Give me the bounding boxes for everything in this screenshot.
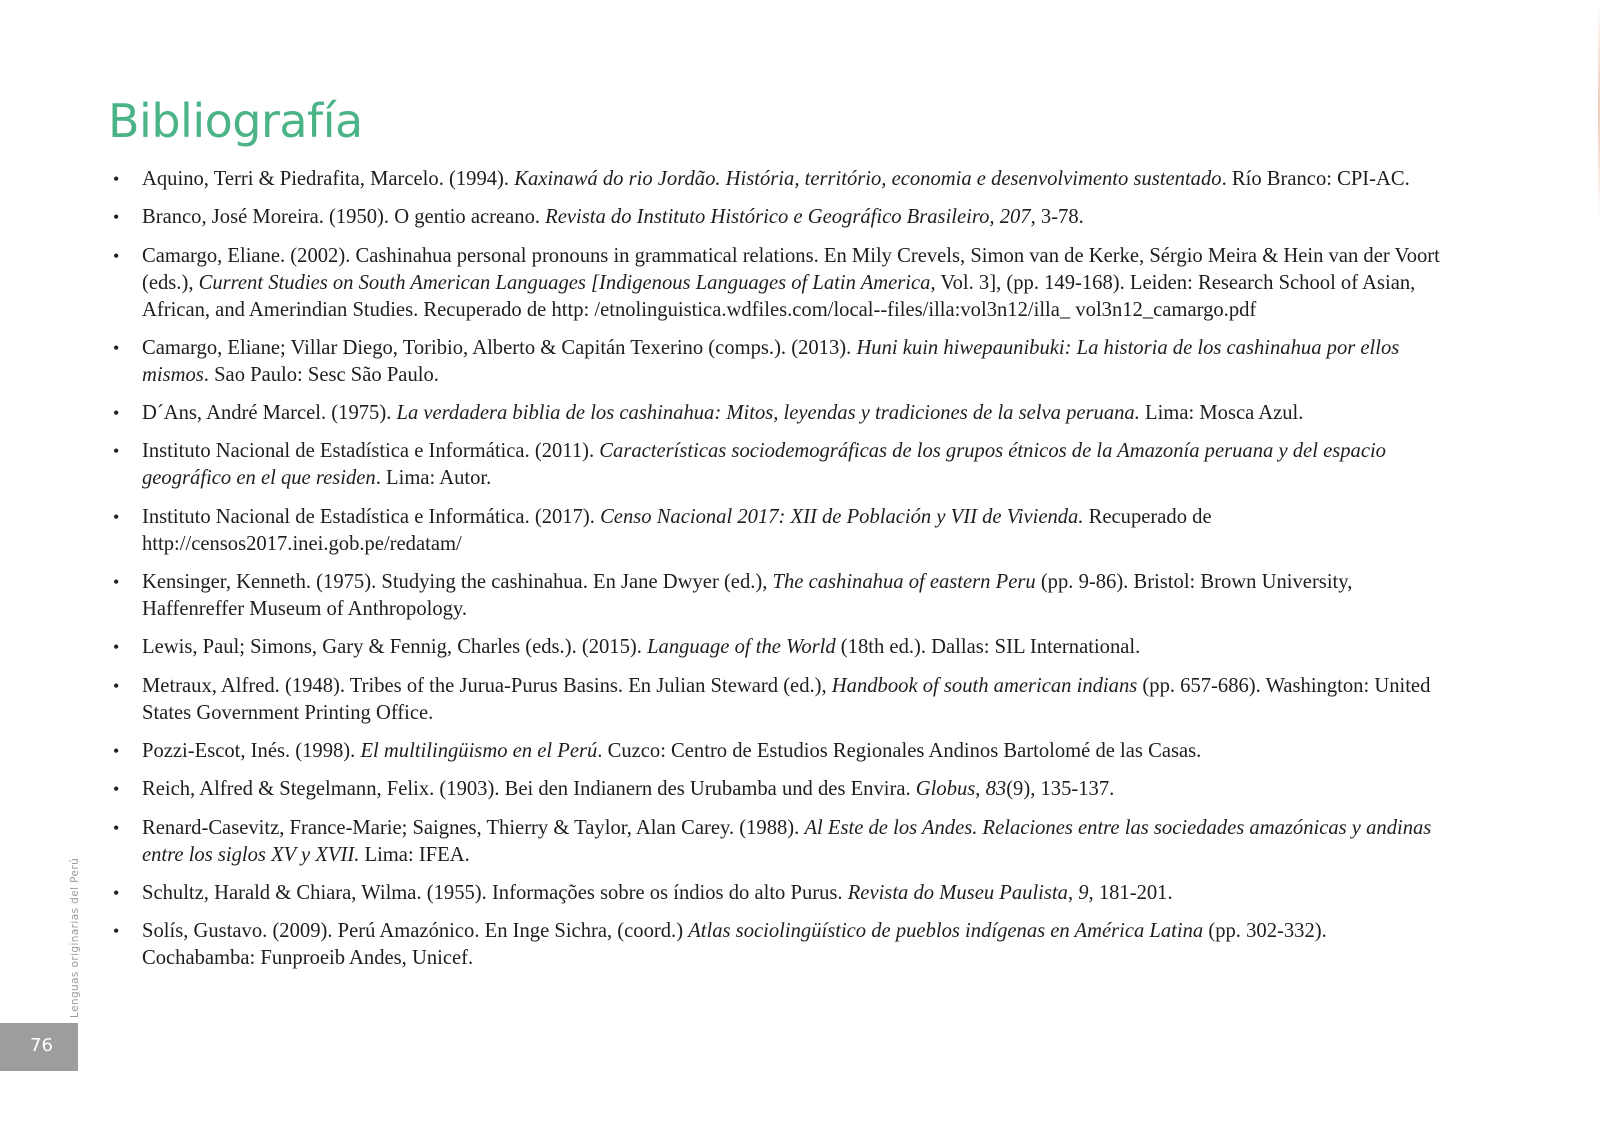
bibliography-entry — [113, 569, 1443, 623]
entry-title-italic: The cashinahua of eastern Peru — [772, 571, 1036, 594]
entry-text-segment: Branco, José Moreira. (1950). O gentio acreano. — [142, 206, 546, 229]
bullet-icon: • — [113, 441, 120, 462]
entry-text-segment: . Río Branco: CPI-AC. — [1221, 168, 1410, 190]
bibliography-entry — [113, 880, 1443, 907]
bibliography-entry-text — [142, 817, 1431, 866]
entry-title-italic: Kaxinawá do rio Jordão. História, território, economia e desenvolvimento sustentado — [514, 168, 1222, 190]
bibliography-entry-text — [142, 206, 1084, 228]
bibliography-entry — [113, 204, 1443, 231]
entry-text-segment: (pp. 9-86). Bristol: Brown University, Haffenreffer Museum of Anthropology. — [142, 571, 1353, 621]
bibliography-entry — [113, 738, 1443, 765]
entry-title-italic: El multilingüismo en el Perú — [360, 739, 598, 762]
entry-text-segment: (18th ed.). Dallas: SIL International. — [835, 636, 1141, 659]
bullet-icon: • — [113, 817, 120, 838]
bullet-icon: • — [113, 169, 120, 189]
entry-text-segment: Recuperado de http://censos2017.inei.gob.pe/redatam/ — [142, 505, 1212, 555]
bibliography-list — [113, 166, 1443, 983]
bullet-icon: • — [113, 637, 120, 658]
bullet-icon: • — [113, 921, 120, 942]
bullet-icon: • — [113, 572, 120, 593]
bibliography-entry-text — [142, 675, 1430, 724]
entry-title-italic: Globus — [915, 778, 976, 801]
entry-title-italic: La verdadera biblia de los cashinahua: Mitos, leyendas y tradiciones de la selva peruana. — [396, 402, 1140, 425]
entry-text-segment: (pp. 302-332). Cochabamba: Funproeib Andes, Unicef. — [142, 920, 1327, 970]
entry-text-segment: Instituto Nacional de Estadística e Informática. (2011). — [142, 440, 600, 463]
entry-text-segment: Renard-Casevitz, France-Marie; Saignes, Thierry & Taylor, Alan Carey. (1988). — [142, 816, 805, 839]
page-title: Bibliografía — [108, 94, 363, 148]
entry-text-segment: (pp. 657-686). Washington: United States Government Printing Office. — [142, 674, 1431, 724]
bullet-icon: • — [113, 337, 120, 358]
bibliography-entry-text — [142, 882, 1173, 904]
bibliography-entry — [113, 243, 1443, 324]
entry-text-segment: , 3-78. — [1030, 206, 1084, 229]
bibliography-entry — [113, 776, 1443, 803]
entry-text-segment: Kensinger, Kenneth. (1975). Studying the cashinahua. En Jane Dwyer (ed.), — [142, 571, 773, 594]
entry-text-segment: Lewis, Paul; Simons, Gary & Fennig, Charles (eds.). (2015). — [142, 636, 648, 659]
entry-title-italic: Al Este de los Andes. Relaciones entre las sociedades amazónicas y andinas entre los siglos XV y XVII. — [142, 816, 1432, 866]
bullet-icon: • — [113, 740, 120, 761]
entry-title-italic: Censo Nacional 2017: XII de Población y VII de Vivienda. — [600, 505, 1084, 528]
bullet-icon: • — [113, 245, 120, 266]
bibliography-entry-text — [142, 636, 1140, 658]
entry-text-segment: Schultz, Harald & Chiara, Wilma. (1955). Informações sobre os índios do alto Purus. — [142, 881, 848, 904]
bibliography-entry — [113, 815, 1443, 869]
entry-text-segment: Lima: IFEA. — [359, 843, 470, 866]
bullet-icon: • — [113, 403, 120, 424]
entry-text-segment: , 181-201. — [1088, 881, 1173, 904]
bibliography-entry-text — [142, 402, 1303, 424]
bibliography-entry — [113, 673, 1443, 727]
bullet-icon: • — [113, 882, 120, 903]
entry-text-segment: D´Ans, André Marcel. (1975). — [142, 402, 397, 425]
bibliography-entry-text — [142, 440, 1386, 489]
bibliography-entry — [113, 438, 1443, 492]
bullet-icon: • — [113, 207, 120, 228]
side-running-title: Lenguas originarias del Perú — [69, 857, 81, 1018]
entry-title-italic: Language of the World — [647, 636, 836, 659]
entry-title-italic: Características sociodemográficas de los grupos étnicos de la Amazonía peruana y del espacio geográfico en el que residen — [142, 440, 1386, 490]
bibliography-entry — [113, 918, 1443, 972]
entry-text-segment: Solís, Gustavo. (2009). Perú Amazónico. En Inge Sichra, (coord.) — [142, 920, 689, 943]
entry-title-italic: Atlas sociolingüístico de pueblos indígenas en América Latina — [688, 920, 1204, 943]
bibliography-entry-text — [142, 245, 1440, 321]
page-number-box — [0, 1023, 78, 1071]
entry-text-segment: , — [975, 778, 986, 801]
entry-title-italic: Revista do Instituto Histórico e Geográfico Brasileiro, 207 — [545, 206, 1031, 229]
entry-title-italic: Huni kuin hiwepaunibuki: La historia de los cashinahua por ellos mismos — [142, 336, 1400, 386]
entry-title-italic: 9 — [1078, 881, 1089, 904]
bullet-icon: • — [113, 506, 120, 527]
entry-text-segment: Aquino, Terri & Piedrafita, Marcelo. (1994). — [142, 168, 515, 190]
bibliography-entry-text — [142, 778, 1114, 800]
bibliography-entry — [113, 400, 1443, 427]
bibliography-entry-text — [142, 740, 1201, 762]
bibliography-entry-text — [142, 506, 1212, 555]
bibliography-entry — [113, 335, 1443, 389]
entry-text-segment: , — [1067, 881, 1079, 904]
bullet-icon: • — [113, 675, 120, 696]
entry-text-segment: . Lima: Autor. — [375, 467, 492, 490]
entry-title-italic: 83 — [985, 778, 1007, 801]
entry-text-segment: Camargo, Eliane. (2002). Cashinahua personal pronouns in grammatical relations. En Mily Crevels, Simon van de Kerke, Sérgio Meira & Hein van der Voort (eds.), — [142, 244, 1440, 294]
bibliography-entry-text — [142, 920, 1327, 969]
entry-text-segment: . Sao Paulo: Sesc São Paulo. — [203, 363, 439, 386]
entry-text-segment: , Vol. 3], (pp. 149-168). Leiden: Research School of Asian, African, and Amerindian Studies. Recuperado de http: /etnolinguistica.wdfiles.com/local--files/illa:vol3n12/illa_ vol3n12_camargo.pdf — [142, 271, 1416, 321]
bibliography-entry — [113, 504, 1443, 558]
bullet-icon: • — [113, 779, 120, 800]
bibliography-entry-text — [142, 337, 1399, 386]
bibliography-entry — [113, 634, 1443, 661]
entry-text-segment: Pozzi-Escot, Inés. (1998). — [142, 739, 361, 762]
entry-title-italic: Handbook of south american indians — [831, 674, 1138, 697]
page-number: 76 — [30, 1035, 53, 1056]
bibliography-entry-text — [142, 168, 1410, 190]
entry-title-italic: Revista do Museu Paulista — [847, 881, 1068, 904]
entry-text-segment: Metraux, Alfred. (1948). Tribes of the Jurua-Purus Basins. En Julian Steward (ed.), — [142, 674, 832, 697]
bibliography-entry-text — [142, 571, 1352, 620]
entry-text-segment: Lima: Mosca Azul. — [1139, 402, 1304, 425]
entry-text-segment: (9), 135-137. — [1006, 778, 1115, 801]
entry-title-italic: Current Studies on South American Languages [Indigenous Languages of Latin America — [198, 271, 931, 294]
entry-text-segment: Reich, Alfred & Stegelmann, Felix. (1903). Bei den Indianern des Urubamba und des Envira. — [142, 778, 916, 801]
bibliography-entry — [113, 166, 1443, 193]
entry-text-segment: Camargo, Eliane; Villar Diego, Toribio, Alberto & Capitán Texerino (comps.). (2013). — [142, 336, 857, 359]
entry-text-segment: Instituto Nacional de Estadística e Informática. (2017). — [142, 505, 601, 528]
entry-text-segment: . Cuzco: Centro de Estudios Regionales Andinos Bartolomé de las Casas. — [597, 739, 1202, 762]
